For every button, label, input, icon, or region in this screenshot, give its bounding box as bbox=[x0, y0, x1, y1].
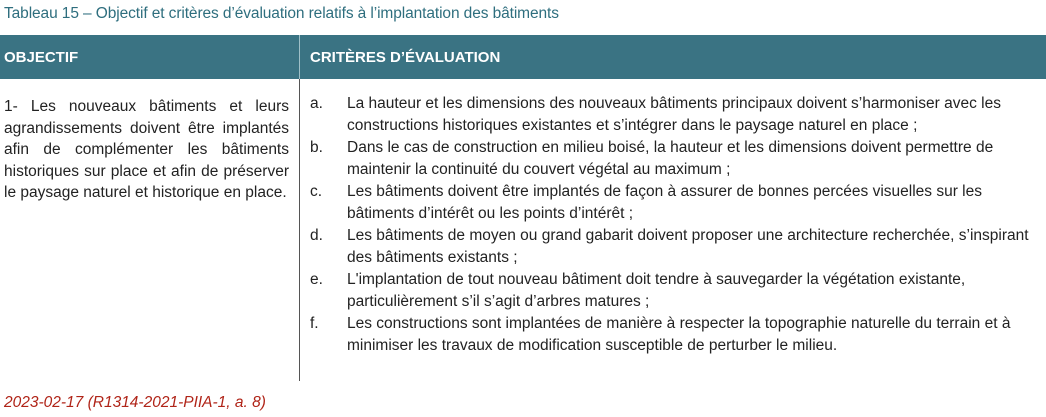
criteria-table bbox=[0, 35, 1046, 381]
table-caption: Tableau 15 – Objectif et critères d’évaluation relatifs à l’implantation des bâtiments bbox=[4, 5, 559, 22]
criterion-letter: e. bbox=[310, 271, 323, 288]
criterion-text: Les bâtiments doivent être implantés de façon à assurer de bonnes percées visuelles sur les bâtiments d’intérêt ou les points d’intérêt ; bbox=[347, 183, 982, 222]
criterion-letter: f. bbox=[310, 315, 319, 332]
header-objective: OBJECTIF bbox=[0, 35, 300, 79]
criteria-cell bbox=[300, 79, 1046, 381]
criterion-item bbox=[310, 225, 1046, 268]
criterion-text: L'implantation de tout nouveau bâtiment doit tendre à sauvegarder la végétation existante, particulièrement s’il s’agit d’arbres matures ; bbox=[347, 271, 966, 310]
table-header-row bbox=[0, 35, 1046, 79]
criterion-text: Les constructions sont implantées de manière à respecter la topographie naturelle du terrain et à minimiser les travaux de modification susceptible de perturber le milieu. bbox=[347, 315, 1011, 354]
criteria-list bbox=[310, 93, 1046, 356]
criterion-letter: c. bbox=[310, 183, 323, 200]
criterion-letter: b. bbox=[310, 139, 323, 156]
criterion-item bbox=[310, 313, 1046, 356]
criterion-text: Les bâtiments de moyen ou grand gabarit doivent proposer une architecture recherchée, s’inspirant des bâtiments existants ; bbox=[347, 227, 1029, 266]
criterion-item bbox=[310, 181, 1046, 224]
criterion-letter: a. bbox=[310, 95, 323, 112]
objective-cell: 1- Les nouveaux bâtiments et leurs agrandissements doivent être implantés afin de complémenter les bâtiments historiques sur place et afin de préserver le paysage naturel et historique en place. bbox=[0, 79, 300, 381]
criterion-item bbox=[310, 93, 1046, 136]
criterion-text: La hauteur et les dimensions des nouveaux bâtiments principaux doivent s’harmoniser avec les constructions historiques existantes et s’intégrer dans le paysage naturel en place ; bbox=[347, 95, 1001, 134]
criterion-item bbox=[310, 137, 1046, 180]
criterion-text: Dans le cas de construction en milieu boisé, la hauteur et les dimensions doivent permettre de maintenir la continuité du couvert végétal au maximum ; bbox=[347, 139, 994, 178]
criterion-item bbox=[310, 269, 1046, 312]
header-criteria: CRITÈRES D’ÉVALUATION bbox=[310, 48, 501, 66]
table-body-row bbox=[0, 79, 1046, 381]
amendment-note: 2023-02-17 (R1314-2021-PIIA-1, a. 8) bbox=[4, 394, 266, 411]
criterion-letter: d. bbox=[310, 227, 323, 244]
